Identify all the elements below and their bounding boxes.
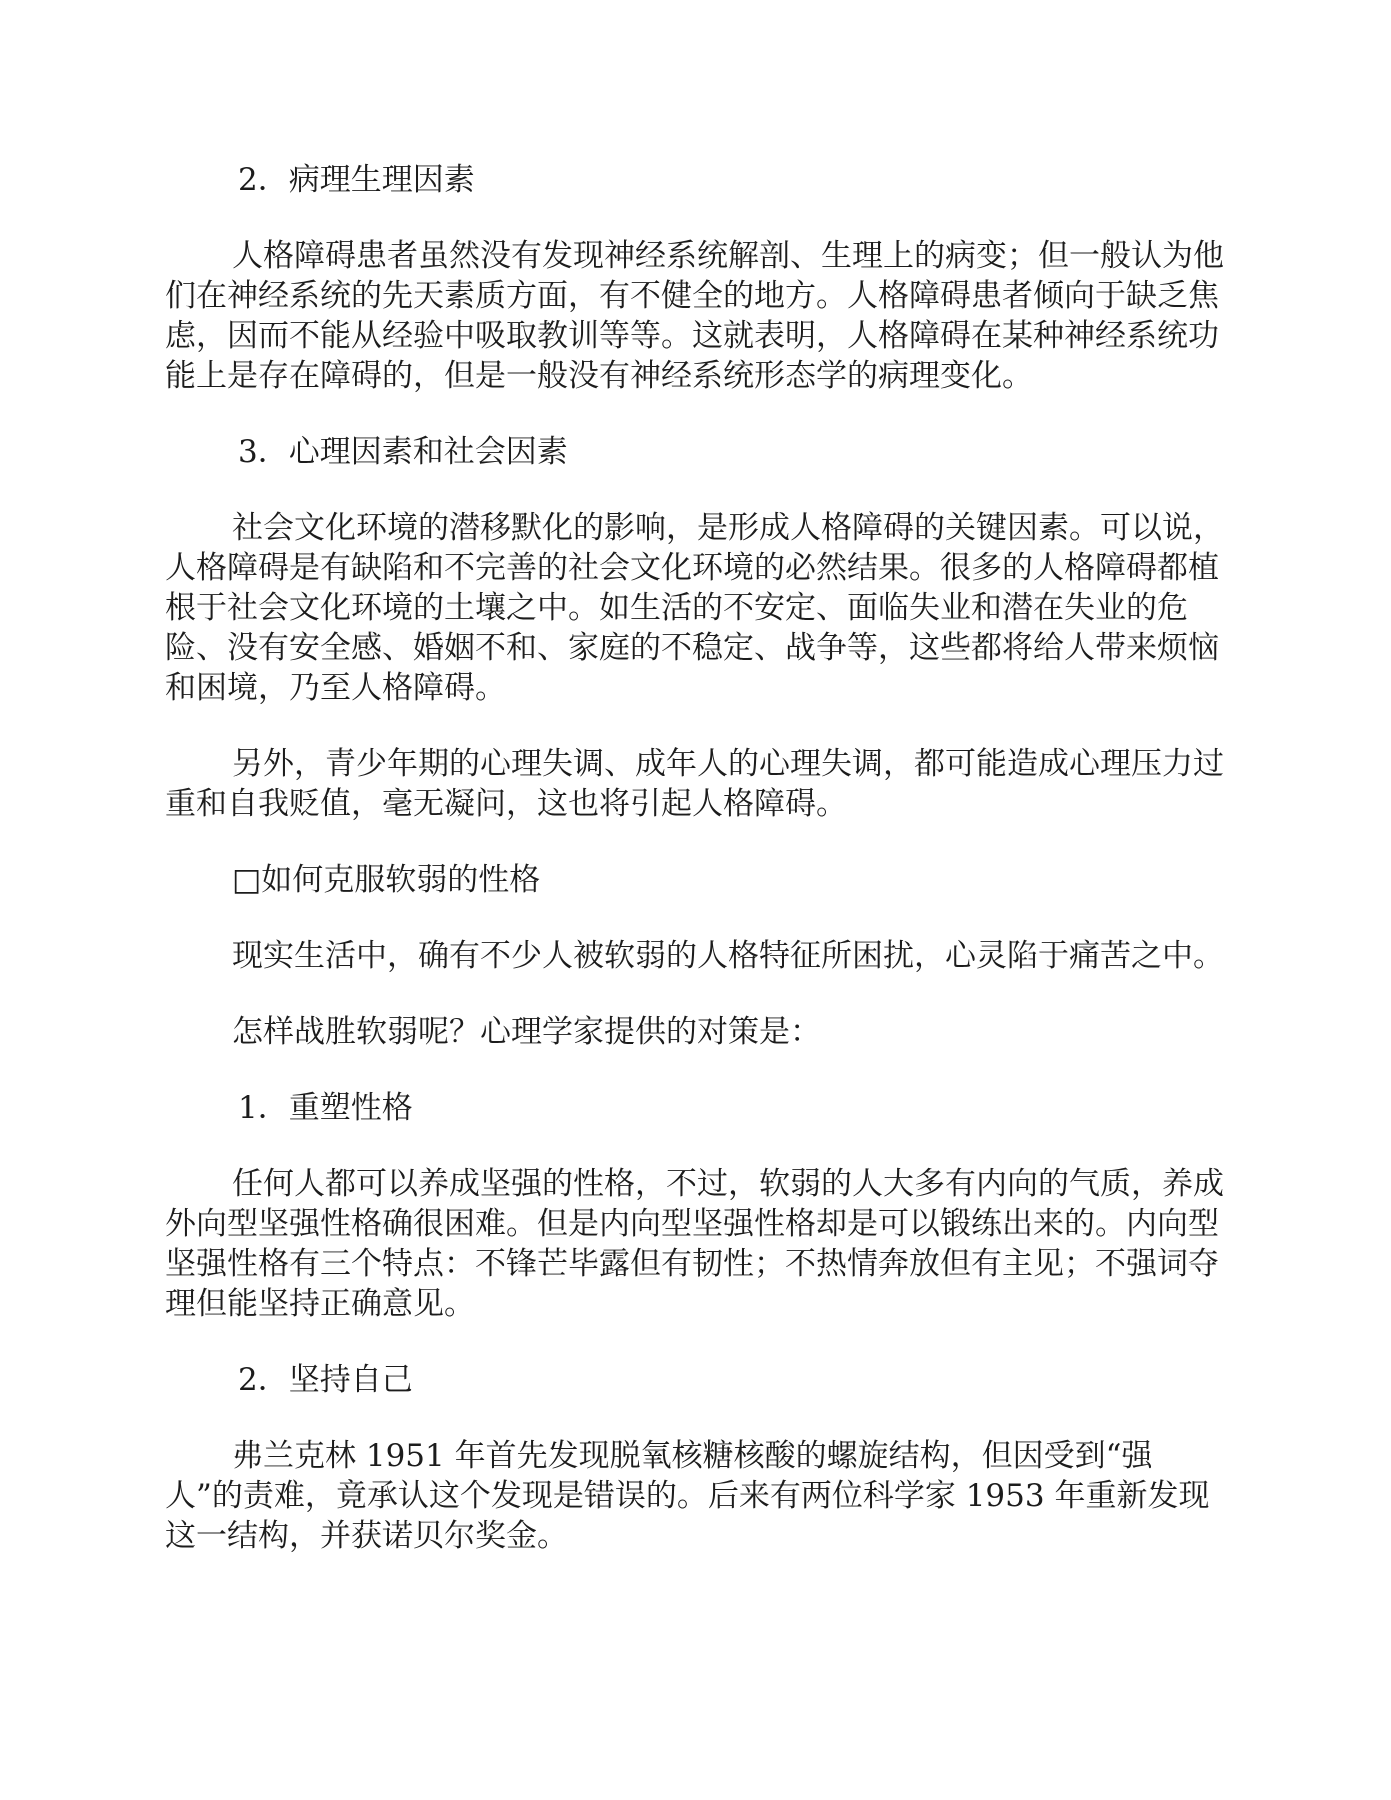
paragraph-reality: 现实生活中，确有不少人被软弱的人格特征所困扰，心灵陷于痛苦之中。 bbox=[232, 938, 1224, 974]
heading-psych-social: 3．心理因素和社会因素 bbox=[238, 434, 568, 470]
paragraph-franklin: 弗兰克林 1951 年首先发现脱氧核糖核酸的螺旋结构，但因受到“强人”的责难，竟承认这个发现是错误的。后来有两位科学家 1953 年重新发现这一结构，并获诺贝尔奖金。 bbox=[165, 1438, 1210, 1554]
document-body bbox=[165, 160, 1225, 1592]
heading-persist: 2．坚持自己 bbox=[238, 1362, 413, 1398]
heading-reshape: 1．重塑性格 bbox=[238, 1090, 413, 1126]
paragraph-reshape: 任何人都可以养成坚强的性格，不过，软弱的人大多有内向的气质，养成外向型坚强性格确很困难。但是内向型坚强性格却是可以锻练出来的。内向型坚强性格有三个特点：不锋芒毕露但有韧性；不热情奔放但有主见；不强词夺理但能坚持正确意见。 bbox=[165, 1166, 1224, 1322]
paragraph-social-culture: 社会文化环境的潜移默化的影响，是形成人格障碍的关键因素。可以说，人格障碍是有缺陷和不完善的社会文化环境的必然结果。很多的人格障碍都植根于社会文化环境的土壤之中。如生活的不安定、面临失业和潜在失业的危险、没有安全感、婚姻不和、家庭的不稳定、战争等，这些都将给人带来烦恼和困境，乃至人格障碍。 bbox=[165, 510, 1224, 706]
paragraph-how-to-overcome: 怎样战胜软弱呢？心理学家提供的对策是： bbox=[232, 1014, 821, 1050]
paragraph-pathophysiology: 人格障碍患者虽然没有发现神经系统解剖、生理上的病变；但一般认为他们在神经系统的先天素质方面，有不健全的地方。人格障碍患者倾向于缺乏焦虑，因而不能从经验中吸取教训等等。这就表明，人格障碍在某种神经系统功能上是存在障碍的，但是一般没有神经系统形态学的病理变化。 bbox=[165, 238, 1224, 394]
heading-overcome-weakness: □如何克服软弱的性格 bbox=[232, 862, 541, 898]
heading-pathophysiology: 2．病理生理因素 bbox=[238, 162, 475, 198]
paragraph-other: 另外，青少年期的心理失调、成年人的心理失调，都可能造成心理压力过重和自我贬值，毫无凝问，这也将引起人格障碍。 bbox=[165, 746, 1224, 822]
